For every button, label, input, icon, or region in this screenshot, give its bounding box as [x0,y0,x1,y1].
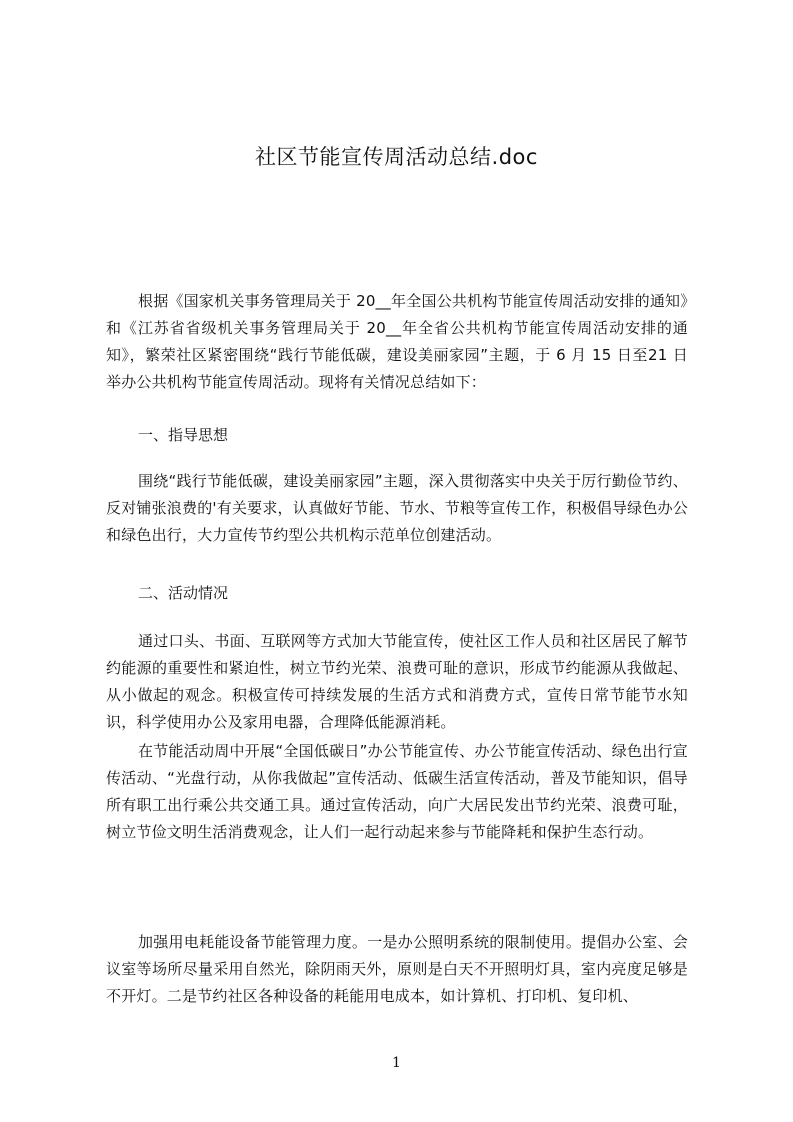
activity-paragraph-2: 在节能活动周中开展“全国低碳日”办公节能宣传、办公节能宣传活动、绿色出行宣传活动、“光盘行动，从你我做起”宣传活动、低碳生活宣传活动，普及节能知识，倡导所有职工出行乘公共交通工具。通过宣传活动，向广大居民发出节约光荣、浪费可耻，树立节俭文明生活消费观念，让人们一起行动起来参与节能降耗和保护生态行动。 [106,742,688,841]
section-heading-activity-status: 二、活动情况 [138,584,229,602]
document-title: 社区节能宣传周活动总结.doc [255,145,538,169]
activity-paragraph-3: 加强用电耗能设备节能管理力度。一是办公照明系统的限制使用。提倡办公室、会议室等场所尽量采用自然光，除阴雨天外，原则是白天不开照明灯具，室内亮度足够是不开灯。二是节约社区各种设备的耗能用电成本，如计算机、打印机、复印机、 [106,933,688,1005]
activity-paragraph-1: 通过口头、书面、互联网等方式加大节能宣传，使社区工作人员和社区居民了解节约能源的重要性和紧迫性，树立节约光荣、浪费可耻的意识，形成节约能源从我做起、从小做起的观念。积极宣传可持续发展的生活方式和消费方式，宣传日常节能节水知识，科学使用办公及家用电器，合理降低能源消耗。 [106,632,688,731]
guiding-ideology-paragraph: 围绕“践行节能低碳，建设美丽家园”主题，深入贯彻落实中央关于厉行勤俭节约、反对铺张浪费的'有关要求，认真做好节能、节水、节粮等宣传工作，积极倡导绿色办公和绿色出行，大力宣传节约型公共机构示范单位创建活动。 [106,472,688,544]
page-number: 1 [392,1055,401,1071]
section-heading-guiding-ideology: 一、指导思想 [138,426,229,444]
intro-paragraph: 根据《国家机关事务管理局关于 20__年全国公共机构节能宣传周活动安排的通知》和《江苏省省级机关事务管理局关于 20__年全省公共机构节能宣传周活动安排的通知》，繁荣社区紧密围绕“践行节能低碳，建设美丽家园”主题，于 6 月 15 日至21 日举办公共机构节能宣传周活动。现将有关情况总结如下： [106,292,688,391]
